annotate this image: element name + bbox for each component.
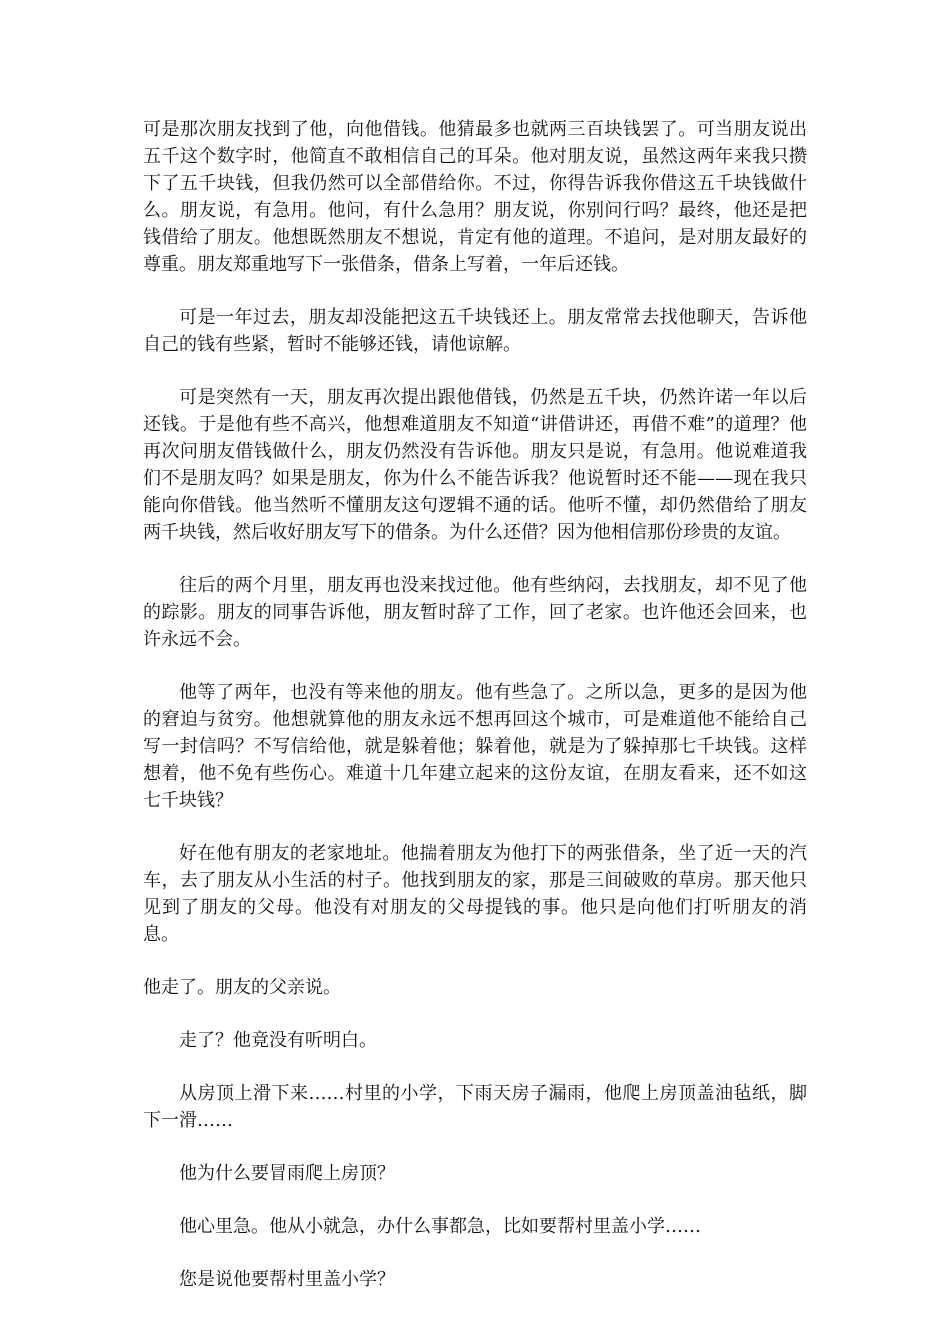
paragraph: 好在他有朋友的老家地址。他揣着朋友为他打下的两张借条，坐了近一天的汽车，去了朋友从小生活的村子。他找到朋友的家，那是三间破败的草房。那天他只见到了朋友的父母。他没有对朋友的父母提钱的事。他只是向他们打听朋友的消息。 — [143, 843, 807, 945]
paragraph: 他为什么要冒雨爬上房顶？ — [179, 1163, 395, 1184]
paragraph: 从房顶上滑下来……村里的小学，下雨天房子漏雨，他爬上房顶盖油毡纸，脚下一滑…… — [143, 1083, 807, 1131]
paragraph: 他等了两年，也没有等来他的朋友。他有些急了。之所以急，更多的是因为他的窘迫与贫穷。他想就算他的朋友永远不想再回这个城市，可是难道他不能给自己写一封信吗？不写信给他，就是躲着他；躲着他，就是为了躲掉那七千块钱。这样想着，他不免有些伤心。难道十几年建立起来的这份友谊，在朋友看来，还不如这七千块钱？ — [143, 682, 807, 811]
paragraph: 可是那次朋友找到了他，向他借钱。他猜最多也就两三百块钱罢了。可当朋友说出五千这个数字时，他简直不敢相信自己的耳朵。他对朋友说，虽然这两年来我只攒下了五千块钱，但我仍然可以全部借给你。不过，你得告诉我你借这五千块钱做什么。朋友说，有急用。他问，有什么急用？朋友说，你别问行吗？最终，他还是把钱借给了朋友。他想既然朋友不想说，肯定有他的道理。不追问，是对朋友最好的尊重。朋友郑重地写下一张借条，借条上写着，一年后还钱。 — [143, 119, 807, 275]
paragraph: 您是说他要帮村里盖小学？ — [179, 1269, 395, 1290]
document-page — [143, 116, 807, 1319]
paragraph: 往后的两个月里，朋友再也没来找过他。他有些纳闷，去找朋友，却不见了他的踪影。朋友的同事告诉他，朋友暂时辞了工作，回了老家。也许他还会回来，也许永远不会。 — [143, 575, 807, 650]
paragraph: 可是突然有一天，朋友再次提出跟他借钱，仍然是五千块，仍然许诺一年以后还钱。于是他有些不高兴，他想难道朋友不知道“讲借讲还，再借不难”的道理？他再次问朋友借钱做什么，朋友仍然没有告诉他。朋友只是说，有急用。他说难道我们不是朋友吗？如果是朋友，你为什么不能告诉我？他说暂时还不能——现在我只能向你借钱。他当然听不懂朋友这句逻辑不通的话。他听不懂，却仍然借给了朋友两千块钱，然后收好朋友写下的借条。为什么还借？因为他相信那份珍贵的友谊。 — [143, 387, 807, 543]
paragraph: 走了？他竟没有听明白。 — [179, 1030, 377, 1051]
paragraph: 他走了。朋友的父亲说。 — [143, 977, 341, 998]
paragraph: 可是一年过去，朋友却没能把这五千块钱还上。朋友常常去找他聊天，告诉他自己的钱有些紧，暂时不能够还钱，请他谅解。 — [143, 307, 807, 355]
paragraph: 他心里急。他从小就急，办什么事都急，比如要帮村里盖小学…… — [179, 1216, 701, 1237]
